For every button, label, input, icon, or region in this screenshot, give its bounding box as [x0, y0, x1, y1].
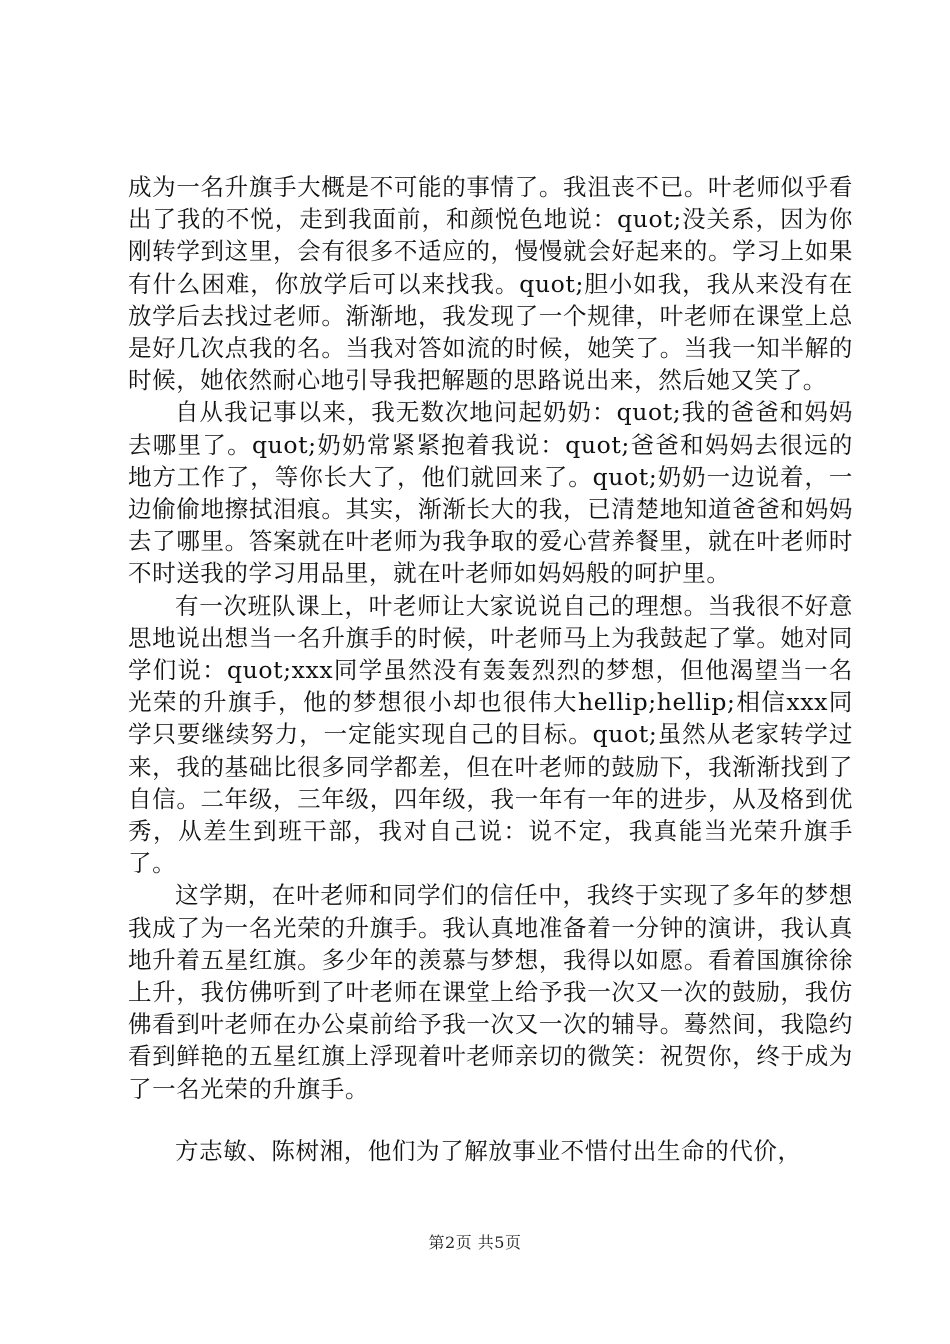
paragraph-1: 成为一名升旗手大概是不可能的事情了。我沮丧不已。叶老师似乎看出了我的不悦，走到我面前，和颜悦色地说：quot;没关系，因为你刚转学到这里，会有很多不适应的，慢慢就会好起来的。学习上如果有什么困难，你放学后可以来找我。quot;胆小如我，我从来没有在放学后去找过老师。渐渐地，我发现了一个规律，叶老师在课堂上总是好几次点我的名。当我对答如流的时候，她笑了。当我一知半解的时候，她依然耐心地引导我把解题的思路说出来，然后她又笑了。	[128, 173, 853, 395]
paragraph-5: 方志敏、陈树湘，他们为了解放事业不惜付出生命的代价，	[175, 1136, 802, 1165]
paragraph-2: 自从我记事以来，我无数次地问起奶奶：quot;我的爸爸和妈妈去哪里了。quot;奶奶常紧紧抱着我说：quot;爸爸和妈妈去很远的地方工作了，等你长大了，他们就回来了。quot;奶奶一边说着，一边偷偷地擦拭泪痕。其实，渐渐长大的我，已清楚地知道爸爸和妈妈去了哪里。答案就在叶老师为我争取的爱心营养餐里，就在叶老师时不时送我的学习用品里，就在叶老师如妈妈般的呵护里。	[128, 398, 853, 588]
paragraph-4: 这学期，在叶老师和同学们的信任中，我终于实现了多年的梦想我成了为一名光荣的升旗手。我认真地准备着一分钟的演讲，我认真地升着五星红旗。多少年的羡慕与梦想，我得以如愿。看着国旗徐徐上升，我仿佛听到了叶老师在课堂上给予我一次又一次的鼓励，我仿佛看到叶老师在办公桌前给予我一次又一次的辅导。蓦然间，我隐约看到鲜艳的五星红旗上浮现着叶老师亲切的微笑：祝贺你，终于成为了一名光荣的升旗手。	[128, 881, 853, 1103]
paragraph-3: 有一次班队课上，叶老师让大家说说自己的理想。当我很不好意思地说出想当一名升旗手的时候，叶老师马上为我鼓起了掌。她对同学们说：quot;xxx同学虽然没有轰轰烈烈的梦想，但他渴望当一名光荣的升旗手，他的梦想很小却也很伟大hellip;hellip;相信xxx同学只要继续努力，一定能实现自己的目标。quot;虽然从老家转学过来，我的基础比很多同学都差，但在叶老师的鼓励下，我渐渐找到了自信。二年级，三年级，四年级，我一年有一年的进步，从及格到优秀，从差生到班干部，我对自己说：说不定，我真能当光荣升旗手了。	[128, 591, 853, 878]
paragraph-gap	[128, 1105, 853, 1135]
page-number-footer: 第2页 共5页	[428, 1233, 522, 1252]
document-body	[128, 171, 853, 1167]
